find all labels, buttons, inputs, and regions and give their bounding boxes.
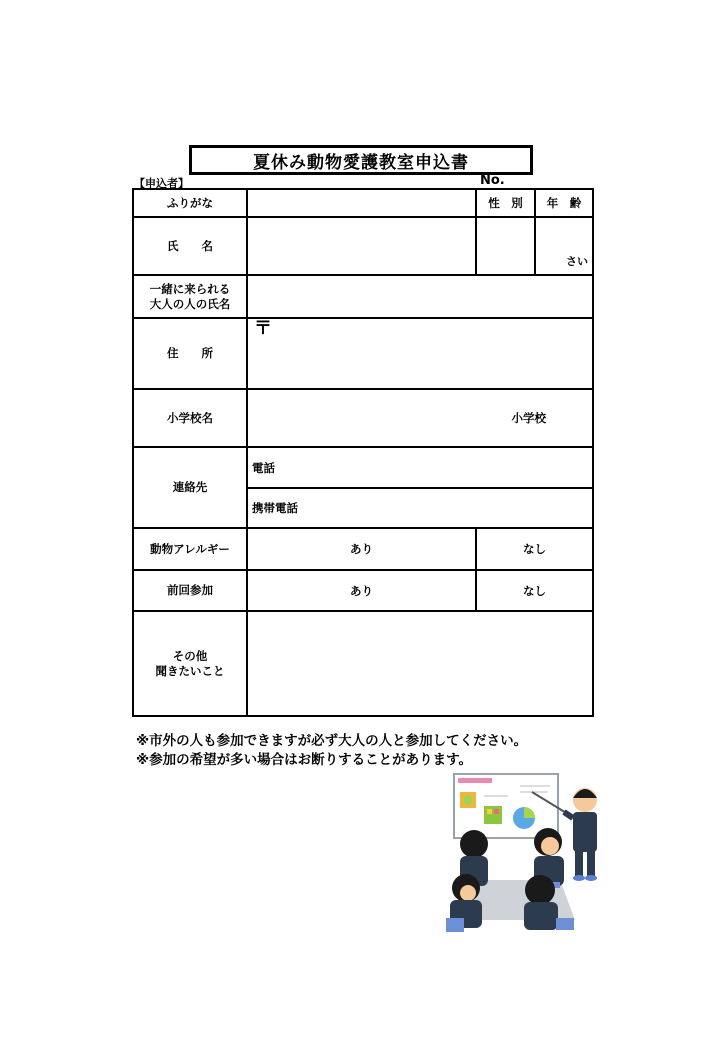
school-field[interactable]: [247, 389, 593, 447]
contact-label: 連絡先: [133, 447, 247, 528]
mobile-label: 携帯電話: [252, 501, 298, 515]
age-suffix: さい: [566, 255, 588, 268]
gender-field[interactable]: [476, 217, 535, 275]
name-label: 氏 名: [133, 217, 247, 275]
other-questions-field[interactable]: [247, 611, 593, 716]
guardian-name-label: 一緒に来られる 大人の人の氏名: [133, 275, 247, 318]
allergy-yes-option[interactable]: あり: [247, 528, 476, 570]
age-label: 年 齢: [535, 189, 593, 217]
classroom-presentation-illustration-icon: [440, 770, 620, 935]
phone-label: 電話: [252, 460, 275, 475]
previous-participation-label: 前回参加: [133, 570, 247, 611]
form-title: 夏休み動物愛護教室申込書: [189, 145, 533, 175]
postal-mark-icon: 〒: [254, 317, 272, 339]
note-line-2: ※参加の希望が多い場合はお断りすることがあります。: [136, 752, 473, 768]
mobile-field[interactable]: [247, 488, 593, 528]
applicant-label: 【申込者】: [134, 177, 189, 190]
gender-label: 性 別: [476, 189, 535, 217]
other-questions-label: その他 聞きたいこと: [133, 611, 247, 716]
number-label: No.: [480, 173, 505, 188]
previous-yes-option[interactable]: あり: [247, 570, 476, 611]
phone-field[interactable]: [247, 447, 593, 488]
age-field[interactable]: [535, 217, 593, 275]
name-field[interactable]: [247, 217, 476, 275]
allergy-no-option[interactable]: なし: [476, 528, 593, 570]
notes: [136, 732, 527, 770]
furigana-label: ふりがな: [133, 189, 247, 217]
application-form-table: [132, 188, 594, 717]
school-suffix: 小学校: [511, 411, 546, 425]
allergy-label: 動物アレルギー: [133, 528, 247, 570]
furigana-field[interactable]: [247, 189, 476, 217]
address-field[interactable]: [247, 318, 593, 389]
guardian-name-field[interactable]: [247, 275, 593, 318]
address-label: 住 所: [133, 318, 247, 389]
note-line-1: ※市外の人も参加できますが必ず大人の人と参加してください。: [136, 733, 528, 749]
previous-no-option[interactable]: なし: [476, 570, 593, 611]
school-label: 小学校名: [133, 389, 247, 447]
